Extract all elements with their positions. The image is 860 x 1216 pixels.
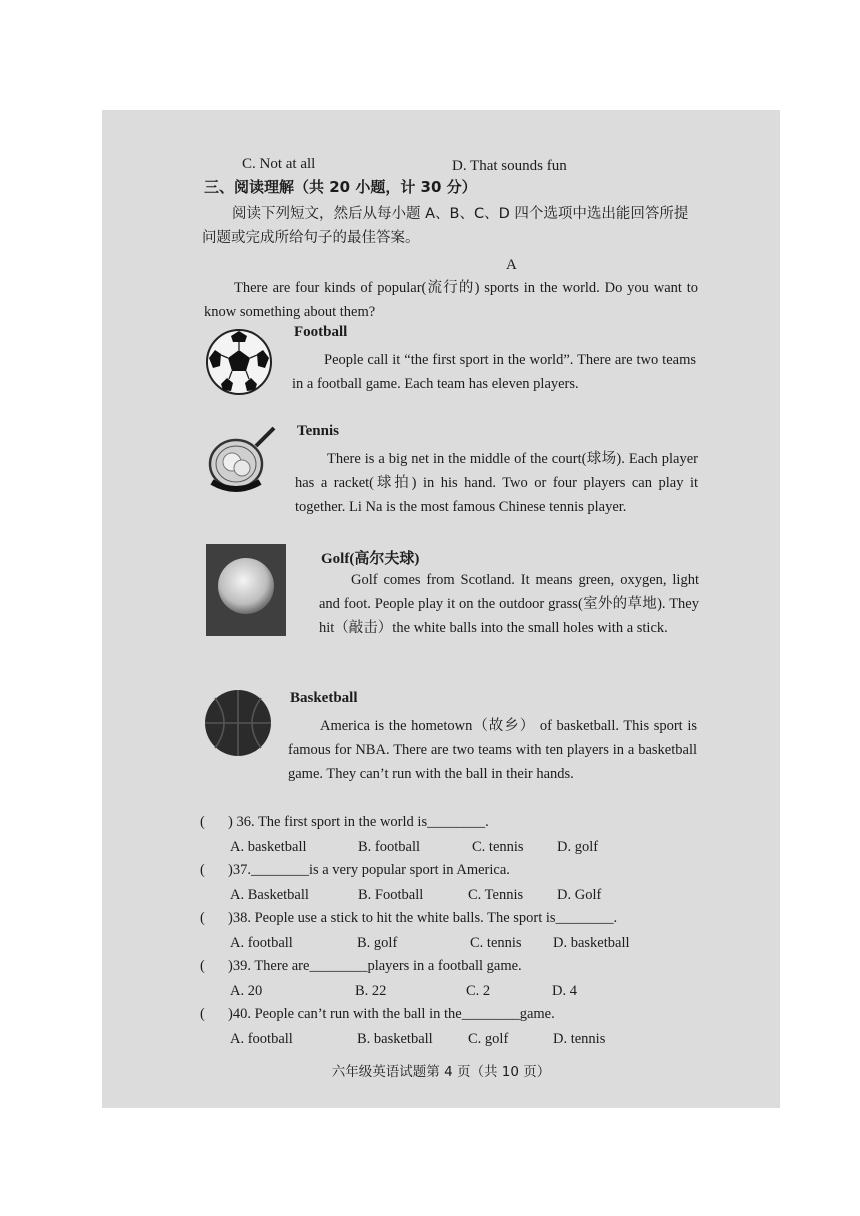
option-b[interactable]: B. 22 — [355, 983, 387, 999]
option-c: C. Not at all — [242, 156, 316, 172]
question-stem: )39. There are________players in a football game. — [228, 958, 522, 974]
answer-paren[interactable]: ( — [200, 862, 205, 878]
section-instruction: 阅读下列短文，然后从每小题 A、B、C、D 四个选项中选出能回答所提问题或完成所给句子的最佳答案。 — [202, 206, 689, 246]
exam-page — [102, 110, 780, 1108]
question-40 — [200, 1004, 760, 1052]
option-a[interactable]: A. 20 — [230, 983, 263, 999]
question-stem: )37.________is a very popular sport in America. — [228, 862, 510, 878]
option-c[interactable]: C. Tennis — [468, 887, 524, 903]
tennis-image — [206, 422, 278, 498]
answer-paren[interactable]: ( — [200, 814, 205, 830]
option-a[interactable]: A. basketball — [230, 839, 307, 855]
option-a[interactable]: A. Basketball — [230, 887, 309, 903]
question-37 — [200, 860, 760, 908]
option-d[interactable]: D. golf — [557, 839, 599, 855]
question-stem: )40. People can’t run with the ball in the________game. — [228, 1006, 555, 1022]
golf-text: Golf comes from Scotland. It means green, oxygen, light and foot. People play it on the outdoor grass(室外的草地). They hit（敲击）the white balls into the small holes with a stick. — [319, 572, 699, 636]
option-d[interactable]: D. 4 — [552, 983, 577, 999]
football-image — [205, 328, 273, 396]
option-c[interactable]: C. 2 — [466, 983, 491, 999]
football-text: People call it “the first sport in the world”. There are two teams in a football game. Each team has eleven players. — [292, 352, 696, 392]
option-b[interactable]: B. golf — [357, 935, 398, 951]
question-stem: ) 36. The first sport in the world is________. — [228, 814, 489, 830]
option-d[interactable]: D. Golf — [557, 887, 602, 903]
question-39 — [200, 956, 760, 1004]
section-heading: 三、阅读理解（共 20 小题，计 30 分） — [204, 178, 477, 196]
option-d[interactable]: D. tennis — [553, 1031, 606, 1047]
option-b[interactable]: B. football — [358, 839, 421, 855]
golf-image — [206, 544, 286, 636]
option-c[interactable]: C. golf — [468, 1031, 509, 1047]
question-36 — [200, 812, 760, 860]
answer-paren[interactable]: ( — [200, 1006, 205, 1022]
option-a[interactable]: A. football — [230, 935, 293, 951]
option-c[interactable]: C. tennis — [470, 935, 522, 951]
option-d[interactable]: D. basketball — [553, 935, 630, 951]
option-c[interactable]: C. tennis — [472, 839, 524, 855]
football-title: Football — [294, 324, 348, 340]
question-list — [200, 812, 760, 1052]
basketball-text: America is the hometown（故乡） of basketball. This sport is famous for NBA. There are two teams with ten players in a basketball game. They can’t run with the ball in their hands. — [288, 718, 697, 782]
answer-paren[interactable]: ( — [200, 958, 205, 974]
option-b[interactable]: B. Football — [358, 887, 424, 903]
page-footer: 六年级英语试题第 4 页（共 10 页） — [331, 1064, 551, 1080]
question-38 — [200, 908, 760, 956]
basketball-image — [203, 688, 273, 758]
tennis-title: Tennis — [297, 423, 339, 439]
basketball-title: Basketball — [290, 690, 358, 706]
option-d: D. That sounds fun — [452, 158, 567, 174]
intro-paragraph: There are four kinds of popular(流行的) sports in the world. Do you want to know something about them? — [204, 280, 698, 320]
question-stem: )38. People use a stick to hit the white balls. The sport is________. — [228, 910, 618, 926]
golf-title: Golf(高尔夫球) — [321, 551, 420, 567]
tennis-text: There is a big net in the middle of the court(球场). Each player has a racket(球拍) in his hand. Two or four players can play it together. Li Na is the most famous Chinese tennis player. — [295, 451, 698, 515]
option-b[interactable]: B. basketball — [357, 1031, 433, 1047]
option-a[interactable]: A. football — [230, 1031, 293, 1047]
answer-paren[interactable]: ( — [200, 910, 205, 926]
passage-letter: A — [506, 257, 517, 273]
